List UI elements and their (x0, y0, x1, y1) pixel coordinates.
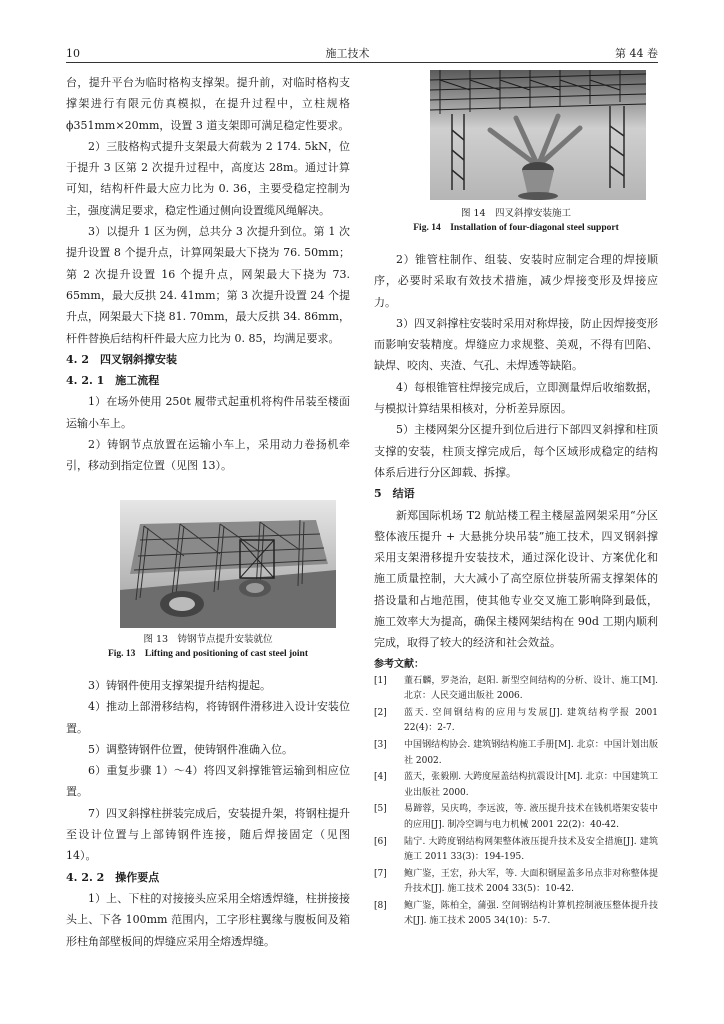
subsection-heading: 4. 2. 1 施工流程 (66, 374, 160, 388)
paragraph: 2）锥管柱制作、组装、安装时应制定合理的焊接顺序，必要时采取有效技术措施，减少焊接变形及焊接应力。 (374, 253, 658, 309)
paragraph: 6）重复步骤 1）～4）将四叉斜撑锥管运输到相应位置。 (66, 764, 350, 799)
paragraph: 1）上、下柱的对接接头应采用全熔透焊缝，柱拼接接头上、下各 100mm 范围内，工字形柱翼缘与腹板间及箱形柱角部壁板间的焊缝应采用全熔透焊缝。 (66, 891, 350, 948)
paragraph: 7）四叉斜撑柱拼装完成后，安装提升架，将钢柱提升至设计位置与上部铸钢件连接，随后焊接固定（见图 14）。 (66, 806, 350, 863)
reference-item: [5] 易蹄蓉，吴庆鸣，李远波，等. 液压提升技术在钱机塔架安装中的应用[J]. 制冷空调与电力机械 2001 22(2)：40-42. (374, 804, 658, 830)
figure-14-image (430, 70, 646, 200)
reference-item: [7] 鲍广鉴，王宏，孙大军，等. 大面积钢屋盖多吊点非对称整体提升技术[J]. 施工技术 2004 33(5)：10-42. (374, 868, 658, 895)
reference-item: [3] 中国钢结构协会. 建筑钢结构施工手册[M]. 北京：中国计划出版社 2002. (374, 740, 658, 766)
cast-steel-lift-illustration (120, 500, 336, 628)
figure-13-caption-en: Fig. 13 Lifting and positioning of cast steel joint (107, 649, 309, 659)
left-column-bottom (66, 675, 350, 952)
left-column-top (66, 72, 350, 477)
paragraph: 2）三肢格构式提升支架最大荷载为 2 174. 5kN，位于提升 3 区第 2 次提升过程中，高度达 28m。通过计算可知，结构杆件最大应力比为 0. 36，主要受稳定控制为主，强度满足要求，稳定性通过侧向设置缆风绳解决。 (66, 139, 350, 217)
reference-item: [1] 董石麟，罗尧治，赵阳. 新型空间结构的分析、设计、施工[M]. 北京：人民交通出版社 2006. (374, 675, 658, 702)
paragraph: 5）调整铸钢件位置，使铸钢件准确入位。 (88, 742, 293, 756)
paragraph: 5）主楼网架分区提升到位后进行下部四叉斜撑和柱顶支撑的安装，柱顶支撑完成后，每个区域形成稳定的结构体系后进行分区卸载、拆撑。 (374, 423, 658, 479)
paragraph: 3）铸钢件使用支撑架提升结构提起。 (88, 679, 271, 692)
paragraph: 2）铸钢节点放置在运输小车上，采用动力卷扬机牵引，移动到指定位置（见图 13）。 (66, 438, 350, 473)
journal-name: 施工技术 (325, 47, 370, 60)
paragraph: 4）推动上部滑移结构，将铸钢件滑移进入设计安装位置。 (66, 700, 350, 735)
figure-14-caption (374, 206, 658, 236)
figure-13-caption-cn: 图 13 铸钢节点提升安装就位 (143, 634, 273, 645)
paragraph: 4）每根锥管柱焊接完成后，立即测量焊后收缩数据，与模拟计算结果相核对，分析差异原因。 (374, 380, 658, 416)
references-title: 参考文献： (374, 658, 424, 670)
paragraph: 3）四叉斜撑柱安装时采用对称焊接，防止因焊接变形而影响安装精度。焊缝应力求规整、美观，不得有凹陷、缺焊、咬肉、夹渣、气孔、未焊透等缺陷。 (374, 316, 658, 373)
section-heading: 4. 2 四叉钢斜撑安装 (66, 352, 177, 366)
references-list (374, 674, 658, 930)
paragraph: 3）以提升 1 区为例，总共分 3 次提升到位。第 1 次提升设置 8 个提升点，计算网架最大下挠为 76. 50mm；第 2 次提升设置 16 个提升点，网架最大下挠为 73. 65mm，最大反拱 24. 41mm；第 3 次提升设置 24 个提升点，网架最大下挠 81. 70mm，最大反拱 34. 86mm，杆件替换后结构杆件最大应力比为 0. 85，均满足要求。 (66, 225, 350, 345)
figure-14-caption-cn: 图 14 四叉斜撑安装施工 (460, 208, 572, 219)
paragraph: 新郑国际机场 T2 航站楼工程主楼屋盖网架采用“分区整体液压提升 + 大悬挑分块吊装”施工技术，四叉钢斜撑采用支架滑移提升安装技术，通过深化设计、方案优化和施工质量控制，大大减小了高空原位拼装所需支撑架体的搭设量和占地范围，使其他专业交叉施工影响降到最低，施工效率大为提高，确保主楼网架结构在 90d 工期内顺利完成，取得了较大的经济和社会效益。 (374, 508, 658, 650)
volume-label: 第 44 卷 (615, 47, 658, 60)
right-column (374, 249, 658, 931)
section-heading: 5 结语 (374, 487, 415, 501)
figure-13-image (120, 500, 336, 628)
figure-13-caption (66, 632, 350, 662)
reference-item: [6] 陆宁. 大跨度钢结构网架整体液压提升技术及安全措施[J]. 建筑施工 2011 33(3)：194-195. (374, 836, 658, 863)
reference-item: [8] 鲍广鉴，陈柏全，蒲强. 空间钢结构计算机控制液压整体提升技术[J]. 施工技术 2005 34(10)：5-7. (374, 900, 658, 927)
subsection-heading: 4. 2. 2 操作要点 (66, 870, 160, 884)
steel-support-render (430, 70, 646, 200)
header-rule (66, 62, 658, 63)
reference-item: [2] 蓝天. 空间钢结构的应用与发展[J]. 建筑结构学报 2001 22(4)：2-7. (374, 707, 658, 734)
figure-14-caption-en: Fig. 14 Installation of four-diagonal steel support (413, 223, 619, 233)
page-number: 10 (66, 46, 80, 60)
page-header (66, 44, 658, 62)
reference-item: [4] 蓝天，张毅刚. 大跨度屋盖结构抗震设计[M]. 北京：中国建筑工业出版社 2000. (374, 772, 658, 798)
paragraph: 台，提升平台为临时格构支撑架。提升前，对临时格构支撑架进行有限元仿真模拟，在提升过程中，立柱规格 ϕ351mm×20mm，设置 3 道支架即可满足稳定性要求。 (66, 76, 350, 132)
paragraph: 1）在场外使用 250t 履带式起重机将构件吊装至楼面运输小车上。 (66, 395, 350, 430)
